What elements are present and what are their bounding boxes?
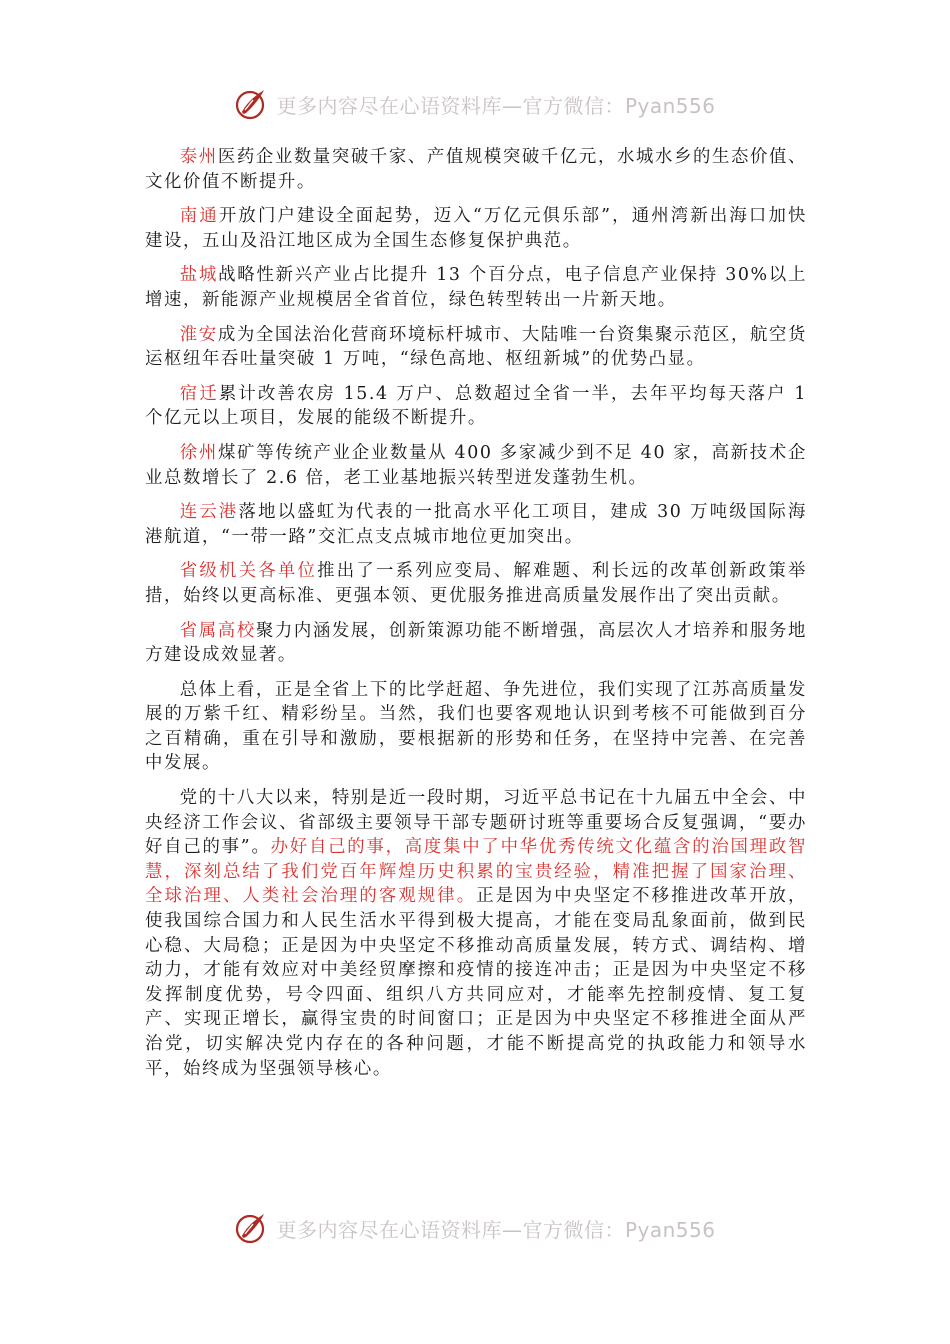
paragraph-text: 医药企业数量突破千家、产值规模突破千亿元，水城水乡的生态价值、文化价值不断提升。: [145, 147, 807, 192]
paragraph-text: 煤矿等传统产业企业数量从 400 多家减少到不足 40 家，高新技术企业总数增长了 2.6 倍，老工业基地振兴转型迸发蓬勃生机。: [145, 442, 807, 488]
city-name: 宿迁: [179, 383, 219, 404]
paragraph: [145, 145, 807, 194]
paragraph: [145, 678, 807, 776]
paragraph-text: 正是因为中央坚定不移推进改革开放，使我国综合国力和人民生活水平得到极大提高，才能在变局乱象面前，做到民心稳、大局稳；正是因为中央坚定不移推动高质量发展，转方式、调结构、增动力，才能有效应对中美经贸摩擦和疫情的接连冲击；正是因为中央坚定不移发挥制度优势，号令四面、组织八方共同应对，才能率先控制疫情、复工复产、实现正增长，赢得宝贵的时间窗口；正是因为中央坚定不移推进全面从严治党，切实解决党内存在的各种问题，才能不断提高党的执政能力和领导水平，始终成为坚强领导核心。: [145, 886, 808, 1079]
city-name: 南通: [179, 206, 219, 227]
footer-watermark: [0, 1206, 950, 1250]
pen-nib-logo-icon: [234, 86, 270, 122]
paragraph: [145, 323, 807, 372]
city-name: 连云港: [179, 502, 239, 523]
paragraph-text: 开放门户建设全面起势，迈入“万亿元俱乐部”，通州湾新出海口加快建设，五山及沿江地区成为全国生态修复保护典范。: [145, 206, 807, 251]
paragraph-text: 落地以盛虹为代表的一批高水平化工项目，建成 30 万吨级国际海港航道，“一带一路”交汇点支点城市地位更加突出。: [145, 502, 807, 547]
city-name: 淮安: [179, 324, 218, 345]
unit-name: 省级机关各单位: [179, 561, 318, 582]
paragraph: [145, 441, 807, 490]
unit-name: 省属高校: [179, 620, 256, 641]
paragraph-text: 成为全国法治化营商环境标杆城市、大陆唯一台资集聚示范区，航空货运枢纽年吞吐量突破 1 万吨，“绿色高地、枢纽新城”的优势凸显。: [145, 324, 807, 370]
paragraph-text: 党的十八大以来，特别是近一段时期，习近平总书记在十九届五中全会、中央经济工作会议、省部级主要领导干部专题研讨班等重要场合反复强调，“要办好自己的事”。: [145, 788, 807, 858]
paragraph: [145, 786, 807, 1081]
footer-watermark-text: 更多内容尽在心语资料库—官方微信：Pyan556: [276, 1217, 716, 1242]
pen-nib-logo-icon: [234, 1210, 270, 1246]
paragraph-text: 战略性新兴产业占比提升 13 个百分点，电子信息产业保持 30%以上增速，新能源产业规模居全省首位，绿色转型转出一片新天地。: [145, 265, 807, 310]
paragraph: [145, 619, 807, 668]
city-name: 盐城: [179, 265, 219, 286]
paragraph-text: 累计改善农房 15.4 万户、总数超过全省一半，去年平均每天落户 1 个亿元以上项目，发展的能级不断提升。: [145, 383, 808, 429]
city-name: 徐州: [179, 442, 219, 463]
paragraph: [145, 204, 807, 253]
paragraph: [145, 382, 807, 431]
paragraph-text: 聚力内涵发展，创新策源功能不断增强，高层次人才培养和服务地方建设成效显著。: [145, 620, 807, 666]
header-watermark-text: 更多内容尽在心语资料库—官方微信：Pyan556: [276, 93, 716, 118]
paragraph: [145, 559, 807, 608]
paragraph-text: 推出了一系列应变局、解难题、利长远的改革创新政策举措，始终以更高标准、更强本领、更优服务推进高质量发展作出了突出贡献。: [145, 561, 807, 606]
document-body: [145, 145, 807, 1091]
paragraph: [145, 500, 807, 549]
highlighted-text: 办好自己的事，高度集中了中华优秀传统文化蕴含的治国理政智慧，深刻总结了我们党百年辉煌历史积累的宝贵经验，精准把握了国家治理、全球治理、人类社会治理的客观规律。: [145, 837, 807, 907]
paragraph: [145, 263, 807, 312]
city-name: 泰州: [179, 147, 218, 167]
paragraph-text: 总体上看，正是全省上下的比学赶超、争先进位，我们实现了江苏高质量发展的万紫千红、精彩纷呈。当然，我们也要客观地认识到考核不可能做到百分之百精确，重在引导和激励，要根据新的形势和任务，在坚持中完善、在完善中发展。: [145, 679, 807, 774]
header-watermark: [0, 82, 950, 126]
